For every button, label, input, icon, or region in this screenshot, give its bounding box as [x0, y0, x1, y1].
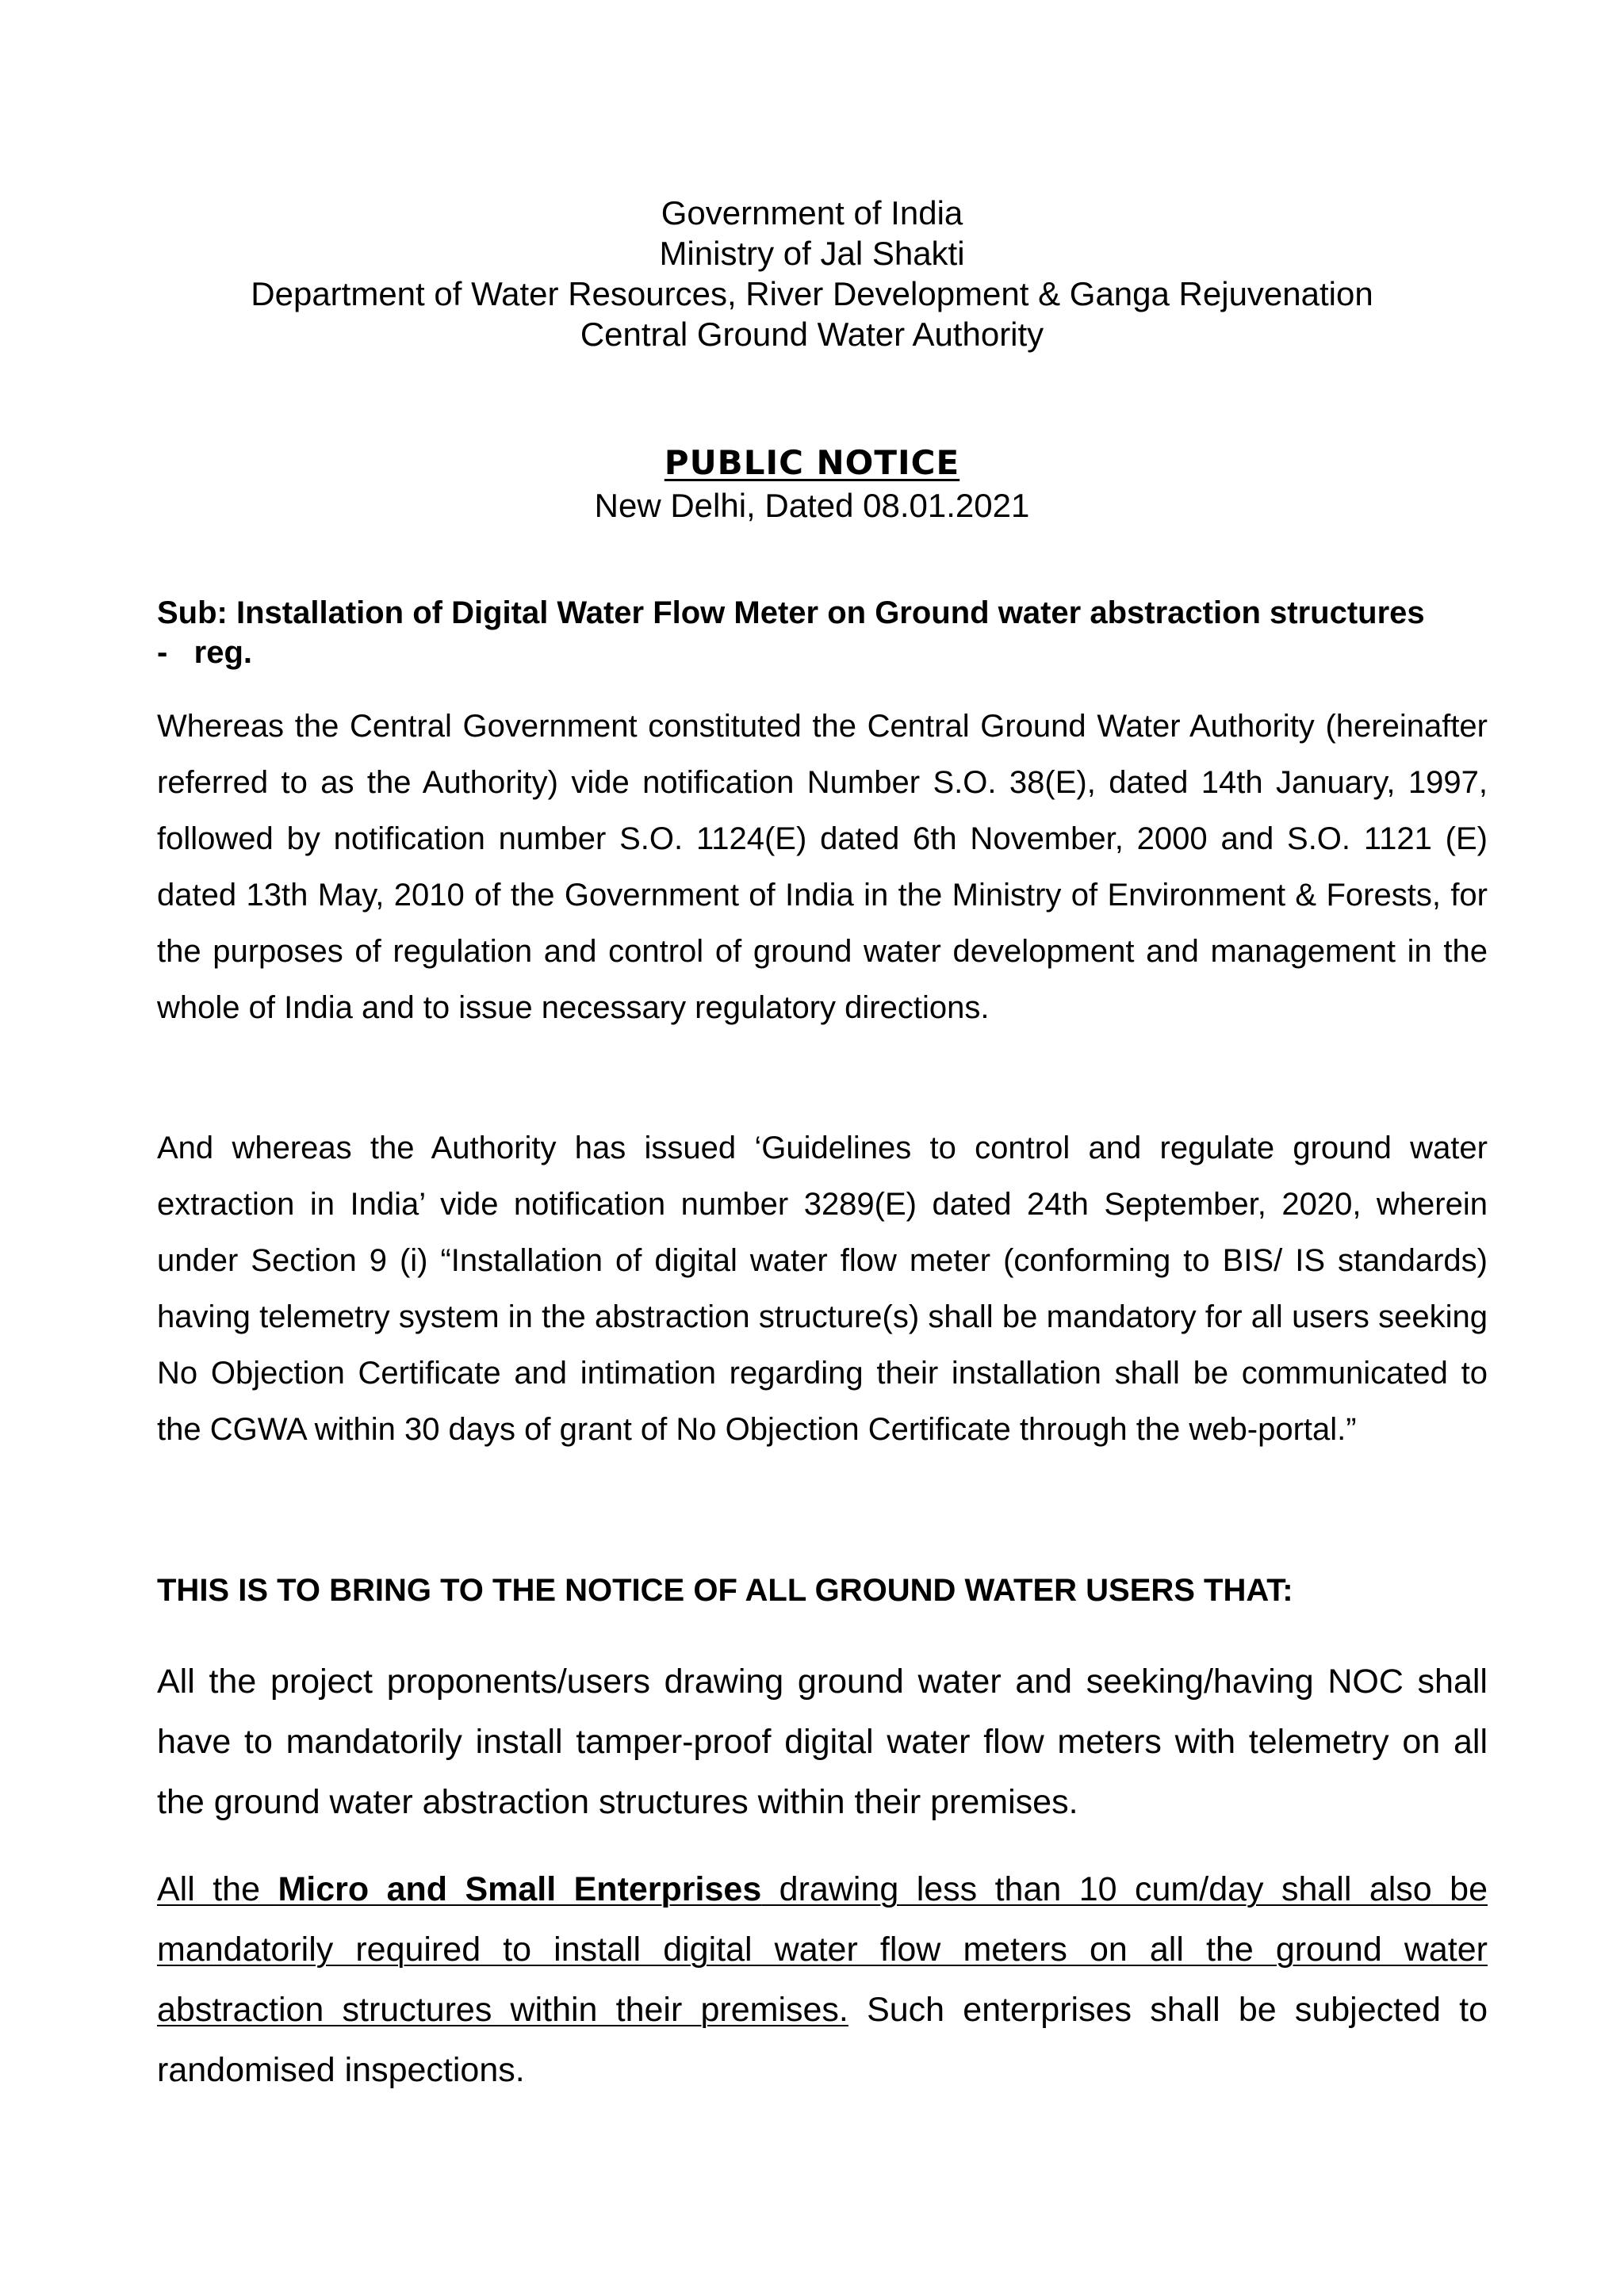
paragraph-and-whereas: And whereas the Authority has issued ‘Guidelines to control and regulate ground water extraction in India’ vide notification number 3289(E) dated 24th September, 2020, wherein under Section 9 (i) “Installation of digital water flow meter (conforming to BIS/ IS standards) having telemetry system in the abstraction structure(s) shall be mandatory for all users seeking No Objection Certificate and intimation regarding their installation shall be communicated to the CGWA within 30 days of grant of No Objection Certificate through the web-portal.” — [157, 1131, 1488, 1447]
directive-msme-bold: Micro and Small Enterprises — [278, 1870, 762, 1908]
notice-date: New Delhi, Dated 08.01.2021 — [594, 487, 1030, 524]
directive-msme-underlined: drawing less than 10 cum/day shall also be mandatorily required to install digital water flow meters on all the ground water abstraction structures within their premises. — [157, 1870, 1488, 2029]
letterhead-government: Government of India — [661, 194, 963, 232]
directive-noc-holders: All the project proponents/users drawing ground water and seeking/having NOC shall have to mandatorily install tamper-proof digital water flow meters with telemetry on all the ground water abstraction structures within their premises. — [157, 1663, 1488, 1821]
letterhead-department: Department of Water Resources, River Development & Ganga Rejuvenation — [251, 275, 1373, 312]
letterhead — [0, 193, 1624, 354]
letterhead-ministry: Ministry of Jal Shakti — [659, 235, 965, 272]
paragraph-whereas: Whereas the Central Government constituted the Central Ground Water Authority (hereinafter referred to as the Authority) vide notification Number S.O. 38(E), dated 14th January, 1997, followed by notification number S.O. 1124(E) dated 6th November, 2000 and S.O. 1121 (E) dated 13th May, 2010 of the Government of India in the Ministry of Environment & Forests, for the purposes of regulation and control of ground water development and management in the whole of India and to issue necessary regulatory directions. — [157, 709, 1488, 1025]
directive-msme-prefix: All the — [157, 1870, 278, 1908]
subject-line — [157, 593, 1489, 672]
directive-msme-rest: Such enterprises shall be subjected to randomised inspections. — [157, 1991, 1488, 2089]
notice-announcement: THIS IS TO BRING TO THE NOTICE OF ALL GROUND WATER USERS THAT: — [157, 1573, 1293, 1608]
subject-text: Sub: Installation of Digital Water Flow Meter on Ground water abstraction structures — [157, 595, 1425, 630]
letterhead-authority: Central Ground Water Authority — [580, 316, 1044, 353]
directive-msme — [157, 1859, 1488, 2100]
notice-title: PUBLIC NOTICE — [664, 443, 960, 482]
subject-reference: - reg. — [157, 635, 253, 670]
